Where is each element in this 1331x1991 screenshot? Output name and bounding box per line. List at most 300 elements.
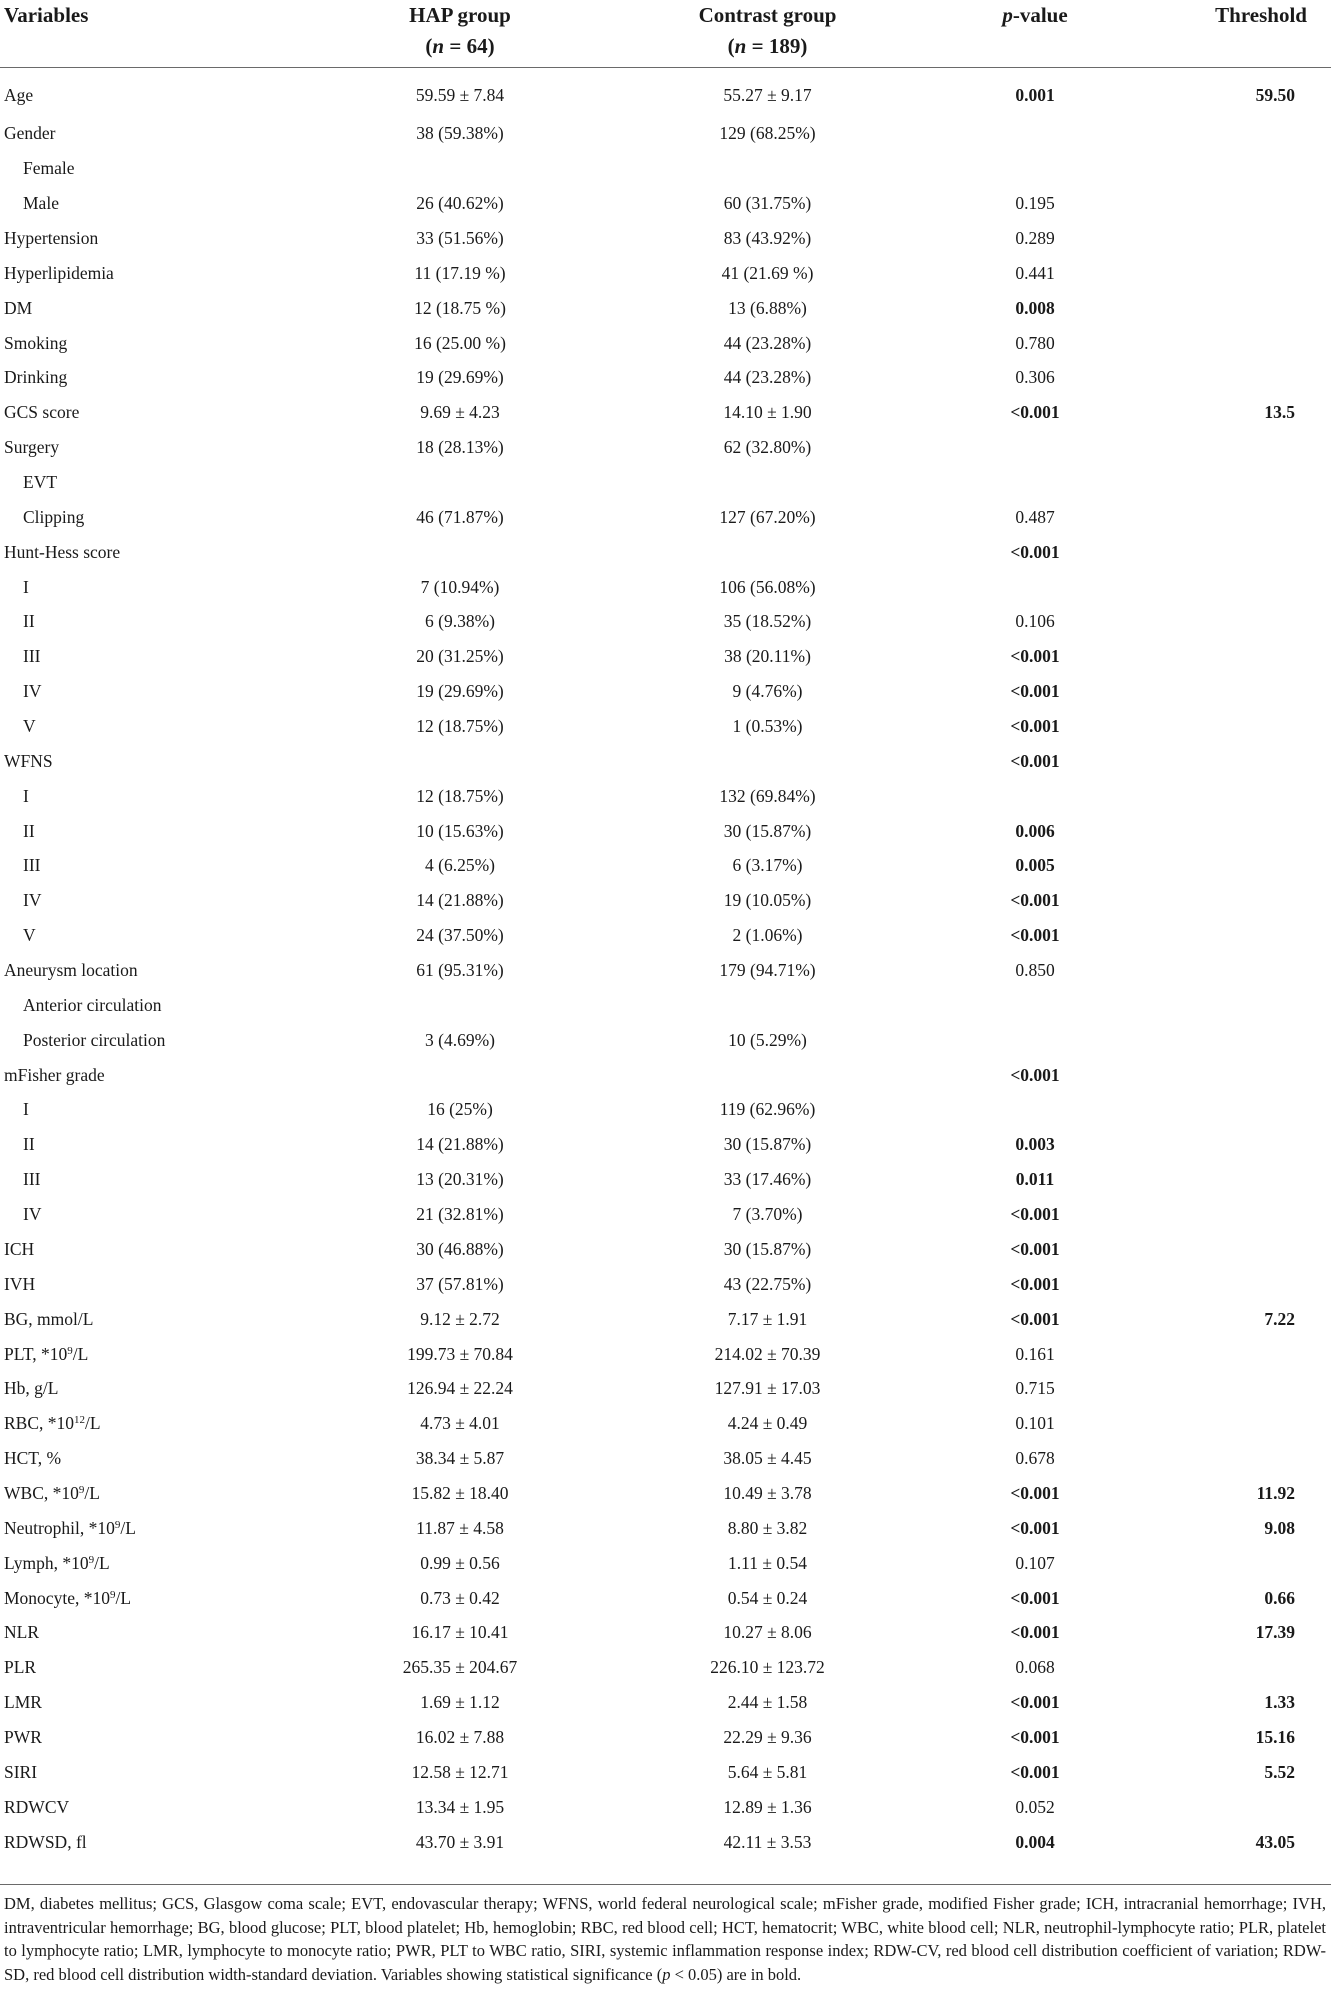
row-label: EVT	[23, 472, 58, 493]
p-value: <0.001	[1010, 1273, 1060, 1294]
threshold-value: 17.39	[1255, 1622, 1295, 1643]
threshold-value	[1135, 1127, 1331, 1162]
threshold-value	[1135, 255, 1331, 290]
row-label: Hunt-Hess score	[4, 541, 121, 562]
table-row	[0, 1127, 1331, 1162]
hap-value: 6 (9.38%)	[425, 611, 495, 632]
threshold-value	[1135, 1162, 1331, 1197]
p-value: 0.850	[1015, 960, 1055, 981]
threshold-value	[1135, 1406, 1331, 1441]
table-row	[0, 918, 1331, 953]
threshold-value	[1135, 1545, 1331, 1580]
table-row	[0, 639, 1331, 674]
p-value	[935, 151, 1135, 186]
threshold-value	[1135, 848, 1331, 883]
hap-value: 4.73 ± 4.01	[420, 1413, 500, 1434]
threshold-value: 5.52	[1264, 1761, 1295, 1782]
hap-value: 24 (37.50%)	[416, 925, 504, 946]
threshold-value	[1135, 1371, 1331, 1406]
table-row	[0, 569, 1331, 604]
footer-rule	[0, 1884, 1331, 1885]
hap-value	[320, 987, 600, 1022]
row-label: PWR	[4, 1726, 42, 1747]
threshold-value	[1135, 639, 1331, 674]
table-row	[0, 1232, 1331, 1267]
hap-value: 3 (4.69%)	[425, 1029, 495, 1050]
contrast-value: 41 (21.69 %)	[721, 262, 814, 283]
threshold-value: 13.5	[1264, 402, 1295, 423]
hap-value: 16 (25%)	[427, 1099, 493, 1120]
p-value: <0.001	[1010, 1517, 1060, 1538]
row-label: Male	[23, 193, 59, 214]
p-value: <0.001	[1010, 1482, 1060, 1503]
contrast-value: 12.89 ± 1.36	[723, 1796, 812, 1817]
contrast-value: 4.24 ± 0.49	[727, 1413, 808, 1434]
threshold-value	[1135, 743, 1331, 778]
hap-value: 12 (18.75%)	[416, 785, 504, 806]
hap-value: 12.58 ± 12.71	[411, 1761, 509, 1782]
table-row	[0, 813, 1331, 848]
contrast-value: 38.05 ± 4.45	[723, 1448, 812, 1469]
table-row	[0, 221, 1331, 256]
contrast-value: 132 (69.84%)	[719, 785, 816, 806]
row-label: Hb, g/L	[4, 1378, 59, 1399]
contrast-value: 83 (43.92%)	[723, 228, 812, 248]
table-row	[0, 186, 1331, 221]
threshold-value	[1135, 569, 1331, 604]
row-label: LMR	[4, 1692, 42, 1713]
p-value: <0.001	[1010, 402, 1060, 423]
row-label: PLR	[4, 1657, 37, 1678]
threshold-value: 43.05	[1255, 1831, 1295, 1852]
table-row	[0, 1789, 1331, 1824]
contrast-value: 8.80 ± 3.82	[727, 1517, 808, 1538]
hap-value: 37 (57.81%)	[416, 1273, 504, 1294]
header-hap-group: HAP group (n = 64)	[320, 0, 600, 68]
contrast-value: 10.27 ± 8.06	[723, 1622, 812, 1643]
table-row	[0, 1545, 1331, 1580]
row-label: V	[23, 925, 36, 946]
p-value	[935, 465, 1135, 500]
p-value: 0.678	[1015, 1448, 1055, 1469]
table-row	[0, 1580, 1331, 1615]
p-value: 0.008	[1015, 297, 1055, 318]
contrast-value: 10.49 ± 3.78	[723, 1482, 812, 1503]
threshold-value	[1135, 987, 1331, 1022]
threshold-value	[1135, 709, 1331, 744]
hap-value	[320, 534, 600, 569]
hap-value: 59.59 ± 7.84	[415, 85, 505, 105]
p-value: 0.107	[1015, 1552, 1055, 1573]
contrast-value	[600, 465, 935, 500]
row-label: I	[23, 576, 29, 597]
table-row	[0, 1720, 1331, 1755]
hap-value: 20 (31.25%)	[416, 646, 504, 667]
hap-value: 0.73 ± 0.42	[420, 1587, 500, 1608]
contrast-value: 33 (17.46%)	[723, 1169, 812, 1190]
row-label: IV	[23, 681, 42, 702]
hap-value	[320, 743, 600, 778]
hap-value: 126.94 ± 22.24	[407, 1378, 513, 1399]
p-value: <0.001	[1010, 1587, 1060, 1608]
table-row	[0, 116, 1331, 151]
row-label: RDWSD, fl	[4, 1831, 87, 1852]
table-row	[0, 151, 1331, 186]
threshold-value	[1135, 813, 1331, 848]
hap-value: 12 (18.75 %)	[414, 297, 506, 318]
row-label: Monocyte, $*10^9/L$	[4, 1587, 132, 1608]
label-superscript: 9	[78, 1483, 85, 1496]
row-label: SIRI	[4, 1761, 38, 1782]
table-row	[0, 1406, 1331, 1441]
threshold-value	[1135, 151, 1331, 186]
p-value: 0.001	[1015, 85, 1055, 105]
row-label: BG, mmol/L	[4, 1308, 94, 1329]
hap-value: 26 (40.62%)	[416, 193, 504, 214]
row-label: III	[23, 646, 41, 667]
table-row	[0, 465, 1331, 500]
hap-value	[320, 151, 600, 186]
p-value	[935, 1092, 1135, 1127]
row-label: II	[23, 820, 35, 841]
hap-value: 61 (95.31%)	[416, 960, 504, 981]
contrast-value: 127 (67.20%)	[719, 506, 816, 527]
contrast-value: 7.17 ± 1.91	[727, 1308, 808, 1329]
p-value: 0.011	[1015, 1169, 1055, 1190]
contrast-value: 226.10 ± 123.72	[710, 1657, 825, 1678]
header-contrast-group: Contrast group (n = 189)	[600, 0, 935, 68]
contrast-value: 44 (23.28%)	[723, 332, 812, 353]
contrast-value: 30 (15.87%)	[723, 1238, 812, 1259]
threshold-value	[1135, 604, 1331, 639]
row-label: Hypertension	[4, 228, 99, 248]
p-value	[935, 778, 1135, 813]
contrast-value: 62 (32.80%)	[723, 437, 812, 458]
contrast-value: 1 (0.53%)	[732, 716, 803, 737]
threshold-value	[1135, 1650, 1331, 1685]
contrast-value: 30 (15.87%)	[723, 1134, 812, 1155]
row-label: DM	[4, 297, 33, 318]
p-value: <0.001	[1010, 890, 1060, 911]
contrast-value: 10 (5.29%)	[728, 1029, 807, 1050]
p-value	[935, 116, 1135, 151]
p-value: <0.001	[1010, 1622, 1060, 1643]
threshold-value	[1135, 1197, 1331, 1232]
table-row	[0, 395, 1331, 430]
threshold-value: 7.22	[1264, 1308, 1295, 1329]
threshold-value	[1135, 1022, 1331, 1057]
label-superscript: 9	[114, 1518, 121, 1531]
row-label: II	[23, 611, 35, 632]
threshold-value: 1.33	[1264, 1692, 1295, 1713]
threshold-value	[1135, 465, 1331, 500]
header-variables: Variables	[0, 0, 320, 68]
table-row	[0, 1022, 1331, 1057]
hap-value: 199.73 ± 70.84	[407, 1343, 513, 1364]
table-row	[0, 1162, 1331, 1197]
row-label: HCT, %	[4, 1448, 62, 1469]
hap-value: 265.35 ± 204.67	[402, 1657, 518, 1678]
p-value: 0.780	[1015, 332, 1055, 353]
table-row	[0, 674, 1331, 709]
row-label: Female	[23, 158, 75, 179]
row-label: WBC, $*10^9/L$	[4, 1482, 100, 1503]
threshold-value	[1135, 221, 1331, 256]
hap-value	[320, 1057, 600, 1092]
row-label: Gender	[4, 123, 56, 144]
contrast-value: 6 (3.17%)	[732, 855, 803, 876]
p-value: <0.001	[1010, 646, 1060, 667]
table-row	[0, 430, 1331, 465]
p-value: <0.001	[1010, 1692, 1060, 1713]
threshold-value	[1135, 360, 1331, 395]
row-label: IV	[23, 1204, 42, 1225]
contrast-value: 106 (56.08%)	[719, 576, 816, 597]
hap-value: 18 (28.13%)	[416, 437, 504, 458]
p-value: 0.005	[1015, 855, 1055, 876]
row-label: Anterior circulation	[23, 994, 162, 1015]
contrast-value: 38 (20.11%)	[724, 646, 811, 667]
row-label: ICH	[4, 1238, 35, 1259]
table-row	[0, 325, 1331, 360]
hap-value: 10 (15.63%)	[416, 820, 504, 841]
row-label: WFNS	[4, 750, 53, 771]
p-value: 0.161	[1015, 1343, 1055, 1364]
table-row	[0, 1301, 1331, 1336]
hap-value: 1.69 ± 1.12	[420, 1692, 500, 1713]
row-label: RBC, $*10^{12}/L$	[4, 1413, 101, 1434]
row-label: Aneurysm location	[4, 960, 138, 981]
threshold-value	[1135, 1057, 1331, 1092]
hap-value: 11.87 ± 4.58	[416, 1517, 504, 1538]
row-label: mFisher grade	[4, 1064, 105, 1085]
contrast-value: 13 (6.88%)	[728, 297, 807, 318]
p-value: <0.001	[1010, 681, 1060, 702]
p-value: <0.001	[1010, 1238, 1060, 1259]
threshold-value	[1135, 778, 1331, 813]
row-label: Clipping	[23, 506, 85, 527]
contrast-value: 55.27 ± 9.17	[723, 85, 812, 105]
table-row	[0, 1824, 1331, 1859]
table-row	[0, 1510, 1331, 1545]
table-row	[0, 778, 1331, 813]
contrast-value: 179 (94.71%)	[719, 960, 816, 981]
row-label: Posterior circulation	[23, 1029, 166, 1050]
contrast-value: 7 (3.70%)	[732, 1204, 803, 1225]
hap-value: 16.17 ± 10.41	[411, 1622, 509, 1643]
row-label: Age	[4, 85, 34, 105]
p-value	[935, 430, 1135, 465]
row-label: III	[23, 1169, 41, 1190]
p-value: 0.289	[1015, 228, 1055, 248]
table-footnote: DM, diabetes mellitus; GCS, Glasgow coma scale; EVT, endovascular therapy; WFNS, world federal neurological scale; mFisher grade, modified Fisher grade; ICH, intracranial hemorrhage; IVH, intraventricular hemorrhage; BG, blood glucose; PLT, blood platelet; Hb, hemoglobin; RBC, red blood cell; HCT, hematocrit; WBC, white blood cell; NLR, neutrophil-lymphocyte ratio; PLR, platelet to lymphocyte ratio; LMR, lymphocyte to monocyte ratio; PWR, PLT to WBC ratio, SIRI, systemic inflammation response index; RDW-CV, red blood cell distribution coefficient of variation; RDW-SD, red blood cell distribution width-standard deviation. Variables showing statistical significance (p < 0.05) are in bold.	[4, 1894, 1326, 1984]
p-value: 0.004	[1015, 1831, 1055, 1852]
contrast-value: 9 (4.76%)	[732, 681, 803, 702]
contrast-value: 43 (22.75%)	[723, 1273, 812, 1294]
hap-value: 13.34 ± 1.95	[415, 1796, 505, 1817]
p-value: 0.715	[1015, 1378, 1055, 1399]
table-row	[0, 848, 1331, 883]
table-row	[0, 987, 1331, 1022]
contrast-value: 19 (10.05%)	[723, 890, 812, 911]
contrast-value: 214.02 ± 70.39	[714, 1343, 821, 1364]
contrast-value: 60 (31.75%)	[723, 193, 812, 214]
table-body	[0, 68, 1331, 1859]
p-value: <0.001	[1010, 1064, 1060, 1085]
hap-value: 16 (25.00 %)	[414, 332, 506, 353]
row-label: NLR	[4, 1622, 39, 1643]
row-label: III	[23, 855, 41, 876]
table-row	[0, 290, 1331, 325]
table-row	[0, 1754, 1331, 1789]
header-threshold: Threshold	[1135, 0, 1331, 68]
hap-value	[320, 465, 600, 500]
contrast-value: 14.10 ± 1.90	[723, 402, 812, 423]
p-value: <0.001	[1010, 541, 1060, 562]
p-value: 0.101	[1015, 1413, 1055, 1434]
row-label: I	[23, 785, 29, 806]
contrast-value: 30 (15.87%)	[723, 820, 812, 841]
contrast-value: 44 (23.28%)	[723, 367, 812, 388]
hap-value: 19 (29.69%)	[416, 681, 504, 702]
contrast-value: 2.44 ± 1.58	[727, 1692, 808, 1713]
p-value: 0.003	[1015, 1134, 1055, 1155]
contrast-value: 1.11 ± 0.54	[728, 1552, 807, 1573]
threshold-value	[1135, 1441, 1331, 1476]
threshold-value	[1135, 1232, 1331, 1267]
contrast-value: 127.91 ± 17.03	[714, 1378, 821, 1399]
p-value: 0.052	[1015, 1796, 1055, 1817]
row-label: II	[23, 1134, 35, 1155]
threshold-value: 15.16	[1255, 1726, 1295, 1747]
threshold-value	[1135, 883, 1331, 918]
row-label: V	[23, 716, 36, 737]
hap-value: 12 (18.75%)	[416, 716, 504, 737]
threshold-value	[1135, 290, 1331, 325]
hap-value: 0.99 ± 0.56	[420, 1552, 500, 1573]
row-label: RDWCV	[4, 1796, 70, 1817]
hap-value: 33 (51.56%)	[416, 228, 504, 248]
label-superscript: 12	[74, 1414, 86, 1427]
threshold-value	[1135, 674, 1331, 709]
hap-value: 38 (59.38%)	[416, 123, 504, 144]
row-label: Smoking	[4, 332, 68, 353]
hap-value: 4 (6.25%)	[425, 855, 495, 876]
hap-value: 30 (46.88%)	[416, 1238, 504, 1259]
p-value: <0.001	[1010, 1204, 1060, 1225]
hap-value: 14 (21.88%)	[416, 1134, 504, 1155]
p-value: <0.001	[1010, 750, 1060, 771]
contrast-value	[600, 151, 935, 186]
contrast-value: 42.11 ± 3.53	[723, 1831, 812, 1852]
table-row	[0, 743, 1331, 778]
threshold-value: 9.08	[1264, 1517, 1295, 1538]
p-value: 0.441	[1015, 262, 1055, 283]
table-row	[0, 1092, 1331, 1127]
row-label: Neutrophil, $*10^9/L$	[4, 1517, 136, 1538]
table-row	[0, 1336, 1331, 1371]
table-row	[0, 953, 1331, 988]
contrast-value: 35 (18.52%)	[723, 611, 812, 632]
p-value: <0.001	[1010, 1308, 1060, 1329]
p-value	[935, 569, 1135, 604]
label-superscript: 9	[67, 1344, 73, 1357]
threshold-value	[1135, 1336, 1331, 1371]
table-row	[0, 1685, 1331, 1720]
table-row	[0, 499, 1331, 534]
threshold-value	[1135, 325, 1331, 360]
row-label: Hyperlipidemia	[4, 262, 114, 283]
p-value: 0.068	[1015, 1657, 1055, 1678]
table-row	[0, 360, 1331, 395]
contrast-value: 119 (62.96%)	[719, 1099, 816, 1120]
row-label: Drinking	[4, 367, 68, 388]
row-label: GCS score	[4, 402, 80, 423]
label-superscript: 9	[109, 1588, 116, 1601]
threshold-value	[1135, 499, 1331, 534]
hap-value: 46 (71.87%)	[416, 506, 504, 527]
p-value: 0.306	[1015, 367, 1055, 388]
hap-value: 9.12 ± 2.72	[420, 1308, 500, 1329]
hap-value: 9.69 ± 4.23	[420, 402, 500, 423]
hap-value: 21 (32.81%)	[416, 1204, 504, 1225]
hap-value: 13 (20.31%)	[416, 1169, 504, 1190]
p-value: <0.001	[1010, 716, 1060, 737]
contrast-value: 22.29 ± 9.36	[723, 1726, 812, 1747]
threshold-value: 11.92	[1256, 1482, 1295, 1503]
threshold-value: 59.50	[1255, 85, 1295, 105]
hap-value: 14 (21.88%)	[416, 890, 504, 911]
label-superscript: 9	[88, 1553, 95, 1566]
table-row	[0, 604, 1331, 639]
threshold-value	[1135, 430, 1331, 465]
row-label: Lymph, $*10^9/L$	[4, 1552, 110, 1573]
table-row	[0, 534, 1331, 569]
row-label: I	[23, 1099, 29, 1120]
hap-value: 16.02 ± 7.88	[415, 1726, 505, 1747]
contrast-value	[600, 1057, 935, 1092]
threshold-value	[1135, 534, 1331, 569]
p-value: 0.006	[1015, 820, 1055, 841]
hap-value: 11 (17.19 %)	[414, 262, 506, 283]
p-value: 0.487	[1015, 506, 1055, 527]
row-label: IV	[23, 890, 42, 911]
hap-value: 38.34 ± 5.87	[415, 1448, 505, 1469]
contrast-value: 5.64 ± 5.81	[727, 1761, 808, 1782]
contrast-value	[600, 534, 935, 569]
hap-value: 7 (10.94%)	[420, 576, 500, 597]
contrast-value: 2 (1.06%)	[732, 925, 803, 946]
table-row	[0, 1371, 1331, 1406]
table-row	[0, 255, 1331, 290]
table-row	[0, 1441, 1331, 1476]
p-value	[935, 1022, 1135, 1057]
table-row	[0, 1197, 1331, 1232]
table-row	[0, 709, 1331, 744]
table-row	[0, 68, 1331, 117]
p-value: <0.001	[1010, 1761, 1060, 1782]
row-label: Surgery	[4, 437, 60, 458]
header-row	[0, 0, 1331, 68]
table-row	[0, 883, 1331, 918]
threshold-value: 0.66	[1264, 1587, 1295, 1608]
row-label: IVH	[4, 1273, 36, 1294]
table-row	[0, 1615, 1331, 1650]
threshold-value	[1135, 918, 1331, 953]
p-value: 0.106	[1015, 611, 1055, 632]
contrast-value	[600, 987, 935, 1022]
p-value: 0.195	[1015, 193, 1055, 214]
